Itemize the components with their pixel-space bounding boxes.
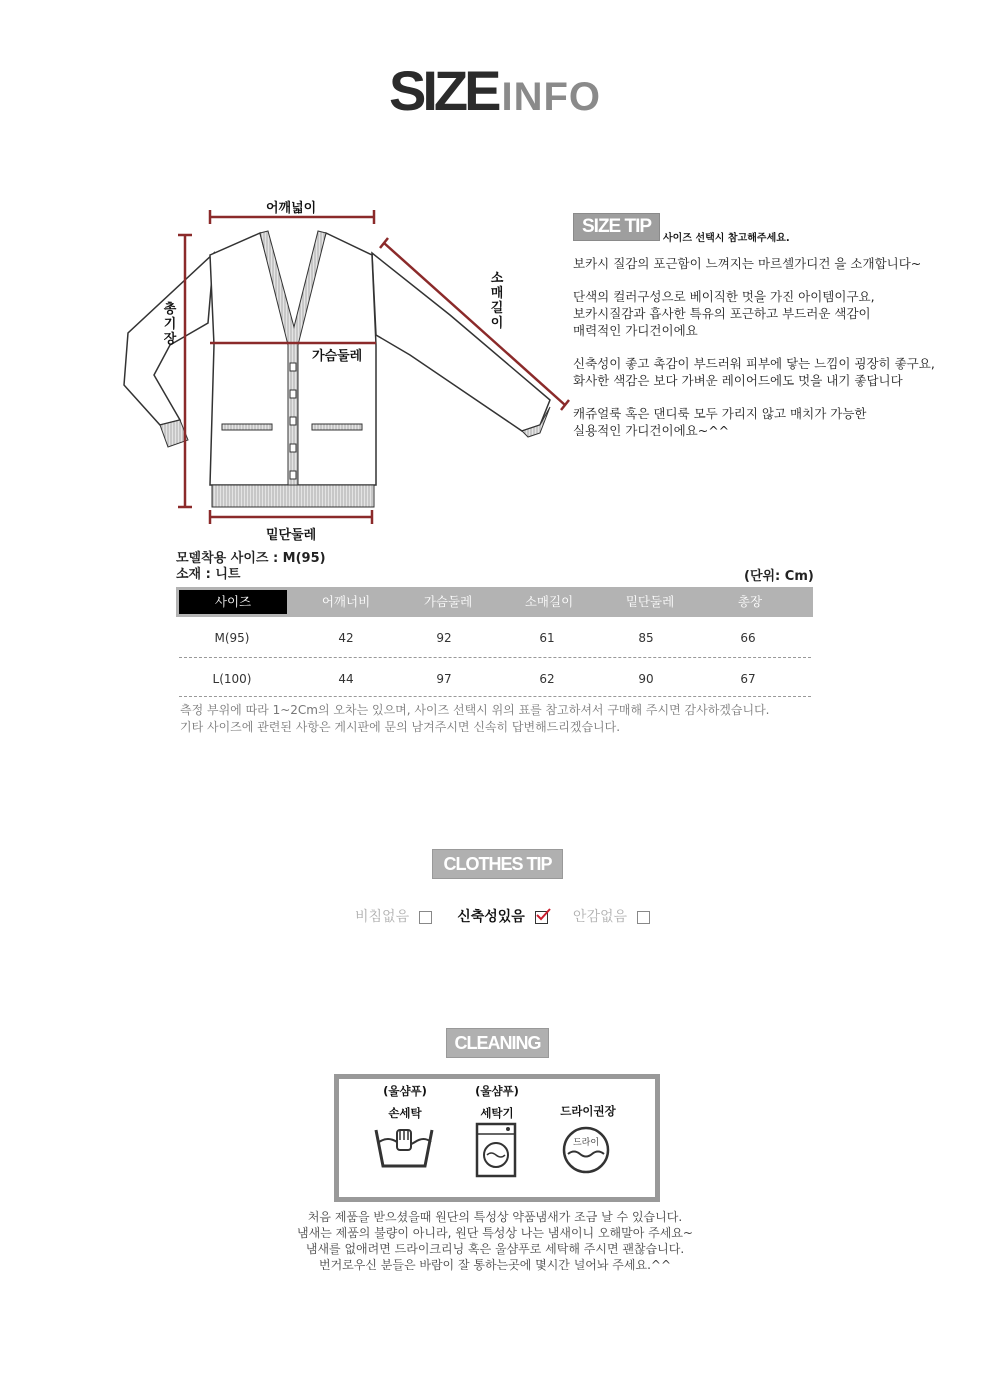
cleaning-notes	[0, 1209, 990, 1273]
dry-clean-icon	[562, 1126, 610, 1174]
cleaning-badge: CLEANING	[446, 1028, 549, 1058]
header-size: 사이즈	[179, 590, 287, 614]
machine-wash-text: 세탁기	[480, 1106, 514, 1120]
table-row	[176, 631, 813, 649]
cleaning-note-line: 번거로우신 분들은 바람이 잘 통하는곳에 몇시간 널어놔 주세요.^^	[318, 1258, 672, 1272]
option-stretch: 신축성있음	[457, 909, 548, 925]
machine-wash-sub: (울샴푸)	[475, 1084, 519, 1098]
tip-paragraph: 캐쥬얼룩 혹은 댄디룩 모두 가리지 않고 매치가 가능한 실용적인 가디건이에요~^^	[573, 406, 867, 438]
cleaning-note-line: 처음 제품을 받으셨을때 원단의 특성상 약품냄새가 조금 날 수 있습니다.	[307, 1210, 683, 1224]
checkbox-no-lining	[637, 911, 650, 924]
header-hem: 밑단둘레	[625, 594, 675, 609]
label-sleeve-char: 이	[490, 316, 504, 331]
title-size: SIZE	[388, 59, 498, 122]
cell-shoulder: 44	[338, 672, 354, 686]
hand-wash-icon	[373, 1126, 435, 1174]
title-info: INFO	[501, 75, 601, 119]
dry-clean-label: 드라이권장	[560, 1104, 616, 1118]
label-sleeve-length	[489, 271, 505, 331]
cleaning-note-line: 냄새는 제품의 불량이 아니라, 원단 특성상 나는 냄새이니 오해말아 주세요~	[297, 1226, 693, 1240]
cell-total: 67	[740, 672, 756, 686]
dry-clean-icon-text: 드라이	[572, 1138, 600, 1148]
table-row	[176, 672, 813, 690]
hand-wash-sub: (울샴푸)	[383, 1084, 427, 1098]
row-divider	[179, 657, 811, 658]
option-no-sheer: 비침없음	[355, 909, 432, 925]
cell-shoulder: 42	[338, 631, 354, 645]
header-sleeve: 소매길이	[524, 594, 574, 609]
header-chest: 가슴둘레	[423, 594, 473, 609]
size-tip-badge: SIZE TIP	[573, 213, 660, 241]
cardigan-diagram	[110, 195, 580, 535]
tip-paragraph: 단색의 컬러구성으로 베이직한 멋을 가진 아이템이구요, 보카시질감과 흡사한 특유의 포근하고 부드러운 색감이 매력적인 가디건이에요	[573, 289, 875, 338]
size-tip-text	[573, 255, 935, 455]
label-total-length-char: 총	[163, 302, 177, 317]
label-sleeve-char: 매	[490, 286, 504, 301]
label-hem: 밑단둘레	[266, 528, 317, 543]
label-total-length	[162, 302, 178, 347]
cell-size: M(95)	[214, 631, 250, 645]
cell-size: L(100)	[212, 672, 252, 686]
header-total: 총장	[737, 594, 763, 609]
hand-wash-text: 손세탁	[388, 1106, 422, 1120]
page-title	[0, 58, 990, 123]
hand-wash-label	[370, 1083, 440, 1121]
cell-sleeve: 62	[539, 672, 555, 686]
label-sleeve-char: 소	[490, 271, 504, 286]
size-notes	[180, 702, 769, 736]
label-total-length-char: 기	[163, 317, 177, 332]
check-mark-icon	[535, 907, 551, 923]
cell-chest: 92	[436, 631, 452, 645]
cell-chest: 97	[436, 672, 452, 686]
dry-clean-circle-icon	[562, 1126, 610, 1174]
option-no-lining: 안감없음	[573, 909, 650, 925]
machine-wash-label	[462, 1083, 532, 1121]
row-divider	[179, 696, 811, 697]
model-info	[176, 551, 326, 583]
size-note-line: 측정 부위에 따라 1~2Cm의 오차는 있으며, 사이즈 선택시 위의 표를 참고하셔서 구매해 주시면 감사하겠습니다.	[180, 703, 770, 717]
cell-hem: 90	[638, 672, 654, 686]
checkbox-no-sheer	[419, 911, 432, 924]
cleaning-note-line: 냄새를 없애려면 드라이크리닝 혹은 울샴푸로 세탁해 주시면 괜찮습니다.	[305, 1242, 685, 1256]
clothes-tip-badge: CLOTHES TIP	[432, 849, 563, 879]
tip-paragraph: 보카시 질감의 포근함이 느껴지는 마르셀가디건 을 소개합니다~	[573, 256, 922, 271]
label-sleeve-char: 길	[490, 301, 504, 316]
label-shoulder: 어깨넓이	[266, 201, 317, 216]
label-chest: 가슴둘레	[312, 349, 363, 364]
clothes-tip-options	[355, 906, 655, 926]
cell-hem: 85	[638, 631, 654, 645]
label-total-length-char: 장	[163, 332, 177, 347]
size-tip-subtitle: 사이즈 선택시 참고해주세요.	[663, 233, 790, 244]
header-shoulder: 어깨너비	[321, 594, 371, 609]
material: 소재 : 니트	[176, 567, 241, 582]
tip-paragraph: 신축성이 좋고 촉감이 부드러워 피부에 닿는 느낌이 굉장히 좋구요, 화사한 색감은 보다 가벼운 레이어드에도 멋을 내기 좋답니다	[573, 356, 935, 388]
unit-label: (단위: Cm)	[744, 569, 814, 584]
size-table-header	[176, 587, 813, 617]
cell-sleeve: 61	[539, 631, 555, 645]
size-note-line: 기타 사이즈에 관련된 사항은 게시판에 문의 남겨주시면 신속히 답변해드리겠습니다.	[180, 720, 621, 734]
model-size: 모델착용 사이즈 : M(95)	[176, 551, 326, 566]
washing-machine-icon	[475, 1122, 517, 1178]
cell-total: 66	[740, 631, 756, 645]
checkbox-stretch	[535, 911, 548, 924]
